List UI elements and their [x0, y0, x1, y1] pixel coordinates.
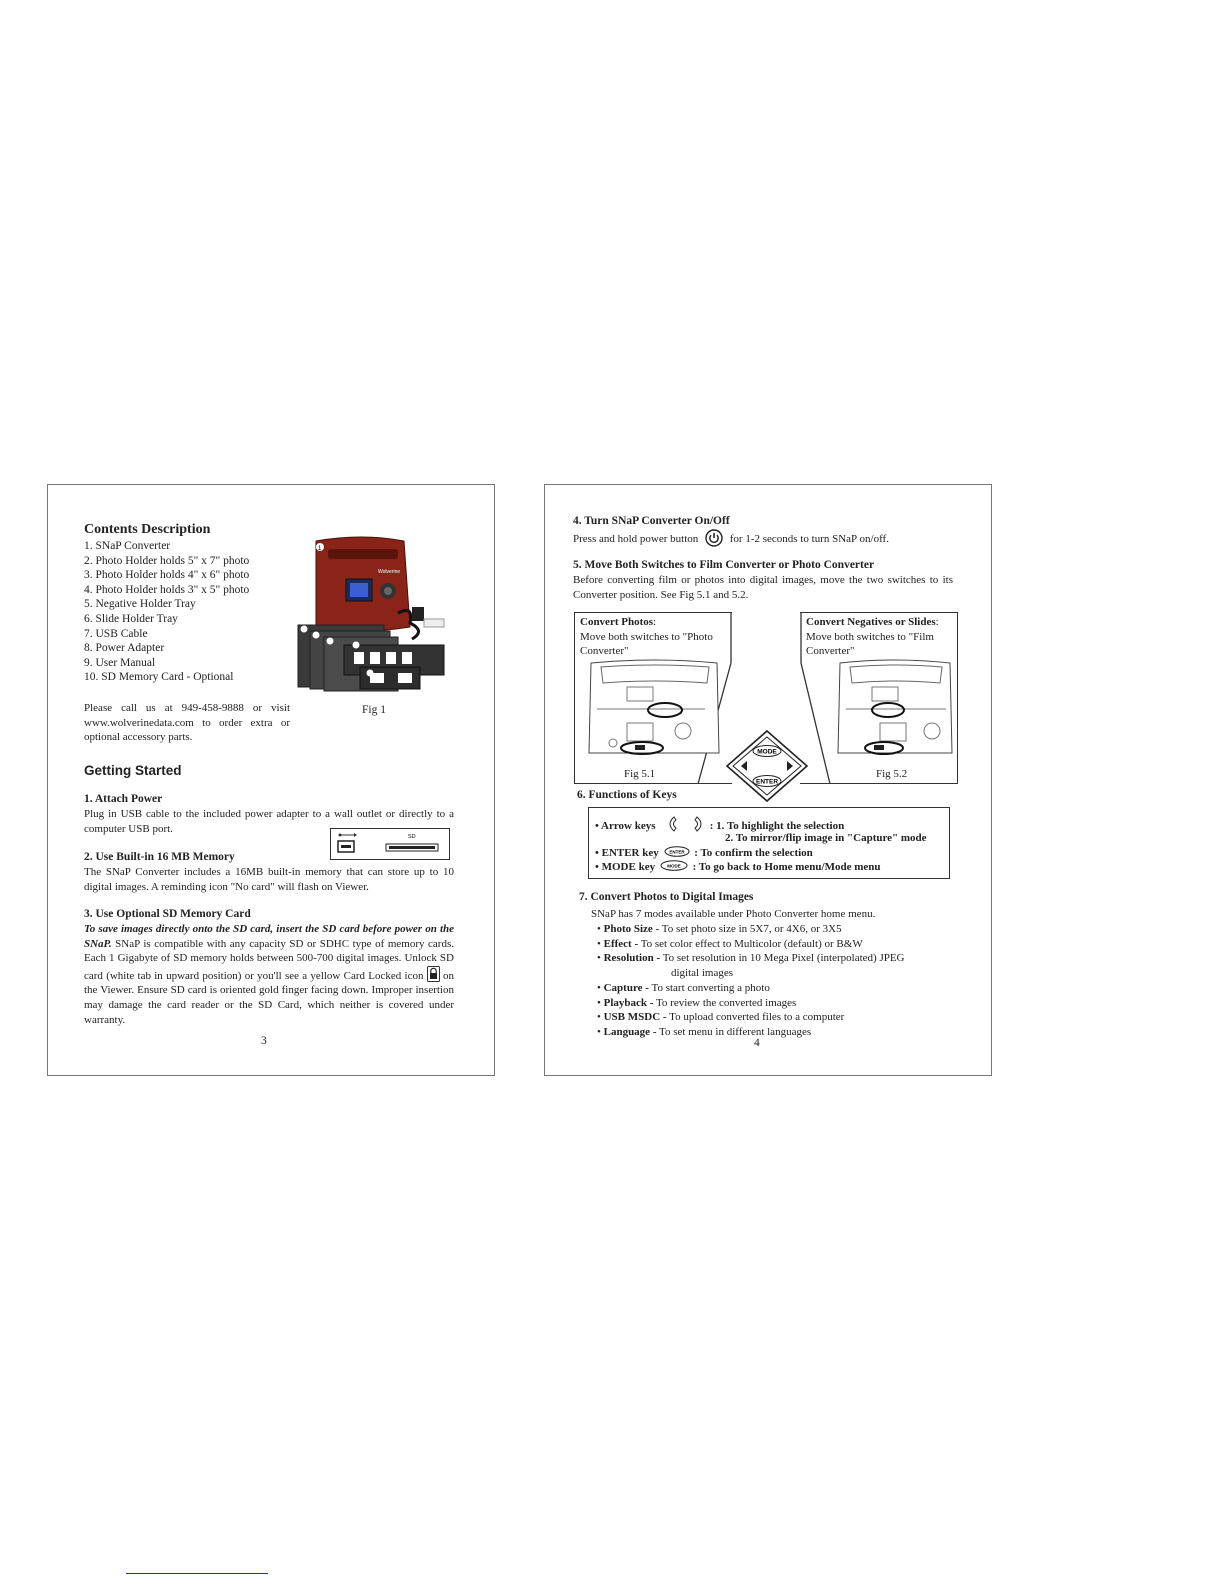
contents-list — [84, 539, 249, 685]
fig1-caption: Fig 1 — [362, 704, 386, 716]
manual-page-3 — [47, 484, 495, 1076]
sd-text-part2: on the Viewer. Ensure SD card is oriented gold finger facing down. Improper insertion may damage the card reader or the SD Card, which neither is covered under warranty. — [84, 969, 454, 1026]
switch-title: 5. Move Both Switches to Film Converter or Photo Converter — [573, 559, 875, 571]
sd-title: 3. Use Optional SD Memory Card — [84, 908, 251, 920]
sd-warning-text: To save images directly onto the SD card, insert the SD card before power on the SNaP. — [84, 923, 454, 950]
convert-film-caption: Convert Negatives or Slides: Move both switches to "Film Converter" — [806, 616, 939, 658]
modes-list — [597, 922, 905, 1040]
contents-title: Contents Description — [84, 522, 211, 537]
list-item: 2. Photo Holder holds 5" x 7" photo — [84, 554, 250, 567]
convert-film-text: Move both switches to "Film Converter" — [806, 630, 934, 658]
mode-key-line — [595, 860, 881, 875]
card-locked-icon — [427, 966, 440, 982]
left-arrow-key-icon — [664, 816, 678, 832]
list-item: 7. USB Cable — [84, 627, 148, 640]
convert-photos-caption: Convert Photos: Move both switches to "Photo Converter" — [580, 616, 713, 658]
key-functions-box — [588, 807, 950, 879]
enter-function: : To confirm the selection — [694, 847, 813, 859]
svg-text:1: 1 — [318, 546, 322, 552]
list-item: 4. Photo Holder holds 3" x 5" photo — [84, 583, 250, 596]
list-item: 8. Power Adapter — [84, 642, 165, 655]
product-photo — [294, 535, 450, 695]
enter-key-glyph: ENTER — [668, 849, 685, 855]
list-item: • Capture - To start converting a photo — [597, 981, 770, 994]
attach-power-title: 1. Attach Power — [84, 793, 163, 805]
list-item: 3. Photo Holder holds 4" x 6" photo — [84, 569, 250, 582]
switch-text: Before converting film or photos into digital images, move the two switches to its Converter position. See Fig 5.1 and 5.2. — [573, 574, 953, 601]
sd-text-part1: SNaP is compatible with any capacity SD or SDHC type of memory cards. Each 1 Gigabyte of SD memory holds between 500-700 digital images. Unlock SD card (white tab in upward position) or you'll see a yellow Card Locked icon — [84, 937, 454, 982]
list-item: 5. Negative Holder Tray — [84, 598, 196, 611]
mode-key-name: • MODE key — [595, 861, 656, 873]
fig51-caption: Fig 5.1 — [624, 768, 656, 780]
usb-sd-port-diagram — [330, 828, 450, 860]
memory-text: The SNaP Converter includes a 16MB built-in memory that can store up to 10 digital images. A reminding icon "No card" will flash on Viewer. — [84, 866, 454, 893]
fig52-caption: Fig 5.2 — [876, 768, 908, 780]
convert-title: 7. Convert Photos to Digital Images — [579, 891, 754, 903]
power-text-b: for 1-2 seconds to turn SNaP on/off. — [729, 533, 889, 545]
keypad-diagram — [725, 729, 809, 803]
keys-title: 6. Functions of Keys — [577, 789, 677, 801]
contact-text: Please call us at 949-458-9888 or visit www.wolverinedata.com to order extra or optional accessory parts. — [84, 702, 290, 744]
list-item: • Effect - To set color effect to Multicolor (default) or B&W — [597, 937, 863, 950]
arrow-function-1: : 1. To highlight the selection — [709, 820, 845, 832]
list-item: digital images — [671, 967, 734, 980]
list-item: 9. User Manual — [84, 656, 156, 669]
power-title: 4. Turn SNaP Converter On/Off — [573, 515, 730, 527]
power-icon — [705, 529, 723, 547]
mode-key-label: MODE — [757, 748, 777, 756]
footnote-divider — [126, 1573, 268, 1574]
page-number: 4 — [754, 1037, 760, 1049]
enter-key-name: • ENTER key — [595, 847, 659, 859]
convert-photos-text: Move both switches to "Photo Converter" — [580, 630, 713, 658]
page-number: 3 — [261, 1035, 267, 1047]
svg-text:Wolverine: Wolverine — [378, 569, 401, 575]
convert-film-title: Convert Negatives or Slides — [806, 616, 936, 628]
convert-photos-title: Convert Photos — [580, 616, 654, 628]
list-item: 6. Slide Holder Tray — [84, 612, 178, 625]
manual-page-4 — [544, 484, 992, 1076]
arrow-function-2: 2. To mirror/flip image in "Capture" mode — [725, 832, 927, 844]
arrow-key-name: • Arrow keys — [595, 820, 656, 832]
list-item: 1. SNaP Converter — [84, 540, 171, 552]
mode-key-glyph: MODE — [667, 863, 681, 869]
power-text — [573, 529, 889, 547]
list-item: 10. SD Memory Card - Optional — [84, 671, 234, 684]
convert-intro: SNaP has 7 modes available under Photo Converter home menu. — [591, 908, 876, 920]
list-item: • Language - To set menu in different languages — [597, 1025, 812, 1038]
list-item: • USB MSDC - To upload converted files to a computer — [597, 1011, 845, 1024]
enter-key-icon — [664, 846, 690, 857]
sd-paragraph — [84, 922, 454, 1027]
convert-film-box — [800, 612, 958, 784]
attach-power-text: Plug in USB cable to the included power adapter to a wall outlet or directly to a computer USB port. — [84, 808, 454, 835]
mode-key-icon — [660, 860, 688, 871]
sd-slot-label: SD — [408, 834, 416, 840]
list-item: • Resolution - To set resolution in 10 Mega Pixel (interpolated) JPEG — [597, 952, 905, 965]
enter-key-label: ENTER — [755, 778, 779, 786]
list-item: • Playback - To review the converted images — [597, 996, 797, 1009]
mode-function: : To go back to Home menu/Mode menu — [692, 861, 881, 873]
fig51-device-diagram — [575, 613, 733, 785]
memory-title: 2. Use Built-in 16 MB Memory — [84, 851, 235, 863]
convert-photos-box — [574, 612, 732, 784]
enter-key-line — [595, 846, 813, 861]
power-text-a: Press and hold power button — [573, 533, 699, 545]
getting-started-heading: Getting Started — [84, 763, 182, 778]
right-arrow-key-icon — [693, 816, 707, 832]
list-item: • Photo Size - To set photo size in 5X7, or 4X6, or 3X5 — [597, 923, 842, 935]
